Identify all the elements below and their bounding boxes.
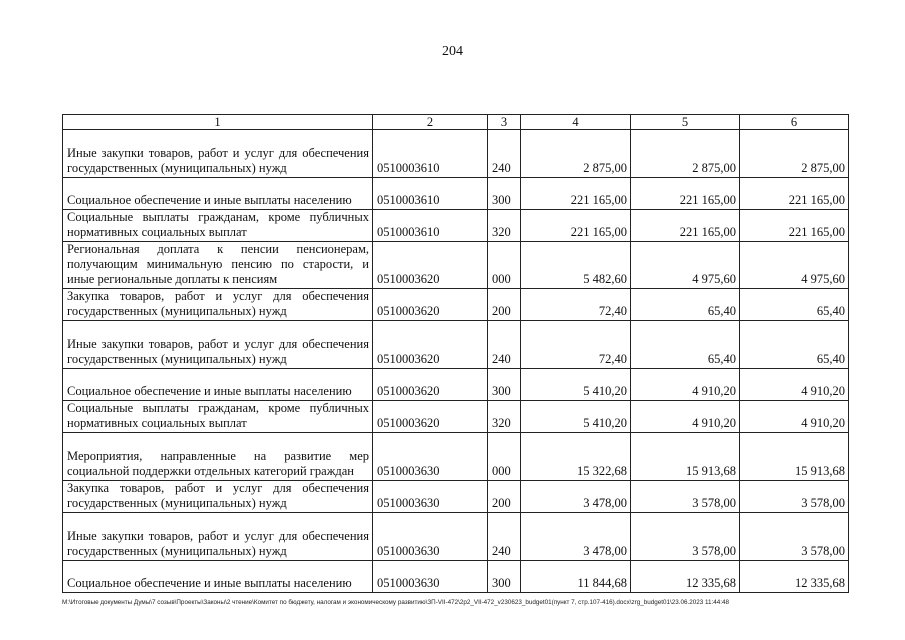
- row-value-5: 3 578,00: [631, 513, 740, 561]
- row-value-4: 72,40: [521, 289, 631, 321]
- row-code: 0510003610: [373, 178, 488, 210]
- row-type: 300: [488, 561, 521, 593]
- row-value-5: 221 165,00: [631, 178, 740, 210]
- row-value-4: 221 165,00: [521, 178, 631, 210]
- row-value-6: 12 335,68: [740, 561, 849, 593]
- row-name: Иные закупки товаров, работ и услуг для обеспечения государственных (муниципальных) нужд: [63, 321, 373, 369]
- row-code: 0510003620: [373, 242, 488, 289]
- row-code: 0510003630: [373, 433, 488, 481]
- row-type: 000: [488, 433, 521, 481]
- row-name: Социальные выплаты гражданам, кроме публичных нормативных социальных выплат: [63, 401, 373, 433]
- table-row: [63, 130, 849, 178]
- row-value-4: 5 482,60: [521, 242, 631, 289]
- row-value-6: 4 910,20: [740, 369, 849, 401]
- row-type: 240: [488, 513, 521, 561]
- row-value-4: 11 844,68: [521, 561, 631, 593]
- row-value-5: 15 913,68: [631, 433, 740, 481]
- row-value-5: 4 975,60: [631, 242, 740, 289]
- row-value-6: 15 913,68: [740, 433, 849, 481]
- table-row: [63, 178, 849, 210]
- row-code: 0510003620: [373, 401, 488, 433]
- row-type: 240: [488, 321, 521, 369]
- column-header: 1: [63, 115, 373, 130]
- row-value-5: 3 578,00: [631, 481, 740, 513]
- row-name: Закупка товаров, работ и услуг для обеспечения государственных (муниципальных) нужд: [63, 481, 373, 513]
- row-code: 0510003610: [373, 210, 488, 242]
- row-code: 0510003630: [373, 481, 488, 513]
- table-header-row: [63, 115, 849, 130]
- row-type: 320: [488, 401, 521, 433]
- row-type: 300: [488, 178, 521, 210]
- row-value-6: 4 975,60: [740, 242, 849, 289]
- row-value-4: 2 875,00: [521, 130, 631, 178]
- table-row: [63, 561, 849, 593]
- column-header: 3: [488, 115, 521, 130]
- table-row: [63, 210, 849, 242]
- table-row: [63, 242, 849, 289]
- column-header: 5: [631, 115, 740, 130]
- row-code: 0510003610: [373, 130, 488, 178]
- table-row: [63, 369, 849, 401]
- row-value-5: 4 910,20: [631, 401, 740, 433]
- budget-table: [62, 114, 849, 593]
- row-type: 240: [488, 130, 521, 178]
- row-value-6: 65,40: [740, 321, 849, 369]
- column-header: 6: [740, 115, 849, 130]
- row-name: Социальные выплаты гражданам, кроме публичных нормативных социальных выплат: [63, 210, 373, 242]
- footer-file-path: M:\Итоговые документы Думы\7 созыв\Проекты\Законы\2 чтение\Комитет по бюджету, налогам и экономическому развитию\ЗП-VII-472\2p2_VII-472_v230623_budget01(пункт 7, стр.107-416).docx\zrg_budget01\23.06.2023 11:44:48: [62, 599, 730, 606]
- row-code: 0510003620: [373, 289, 488, 321]
- table-row: [63, 433, 849, 481]
- row-value-4: 15 322,68: [521, 433, 631, 481]
- row-value-5: 221 165,00: [631, 210, 740, 242]
- row-value-6: 65,40: [740, 289, 849, 321]
- table-row: [63, 289, 849, 321]
- column-header: 4: [521, 115, 631, 130]
- row-name: Иные закупки товаров, работ и услуг для обеспечения государственных (муниципальных) нужд: [63, 130, 373, 178]
- row-value-6: 3 578,00: [740, 481, 849, 513]
- row-value-6: 221 165,00: [740, 178, 849, 210]
- row-code: 0510003620: [373, 369, 488, 401]
- row-value-6: 221 165,00: [740, 210, 849, 242]
- row-value-4: 221 165,00: [521, 210, 631, 242]
- table-row: [63, 401, 849, 433]
- row-name: Социальное обеспечение и иные выплаты населению: [63, 369, 373, 401]
- row-name: Социальное обеспечение и иные выплаты населению: [63, 561, 373, 593]
- row-name: Иные закупки товаров, работ и услуг для обеспечения государственных (муниципальных) нужд: [63, 513, 373, 561]
- page-number: 204: [442, 44, 463, 59]
- row-name: Региональная доплата к пенсии пенсионерам, получающим минимальную пенсию по старости, и иные региональные доплаты к пенсиям: [63, 242, 373, 289]
- row-value-5: 65,40: [631, 289, 740, 321]
- row-value-6: 2 875,00: [740, 130, 849, 178]
- row-value-4: 3 478,00: [521, 513, 631, 561]
- row-value-5: 12 335,68: [631, 561, 740, 593]
- row-value-4: 5 410,20: [521, 401, 631, 433]
- row-type: 200: [488, 481, 521, 513]
- table-row: [63, 321, 849, 369]
- row-type: 320: [488, 210, 521, 242]
- table-row: [63, 481, 849, 513]
- row-value-5: 2 875,00: [631, 130, 740, 178]
- row-name: Мероприятия, направленные на развитие мер социальной поддержки отдельных категорий граждан: [63, 433, 373, 481]
- row-value-6: 4 910,20: [740, 401, 849, 433]
- row-name: Закупка товаров, работ и услуг для обеспечения государственных (муниципальных) нужд: [63, 289, 373, 321]
- table-row: [63, 513, 849, 561]
- row-value-4: 5 410,20: [521, 369, 631, 401]
- row-code: 0510003630: [373, 513, 488, 561]
- row-value-5: 4 910,20: [631, 369, 740, 401]
- row-type: 200: [488, 289, 521, 321]
- row-code: 0510003620: [373, 321, 488, 369]
- row-value-4: 72,40: [521, 321, 631, 369]
- row-name: Социальное обеспечение и иные выплаты населению: [63, 178, 373, 210]
- row-type: 000: [488, 242, 521, 289]
- row-code: 0510003630: [373, 561, 488, 593]
- row-value-6: 3 578,00: [740, 513, 849, 561]
- row-value-4: 3 478,00: [521, 481, 631, 513]
- column-header: 2: [373, 115, 488, 130]
- row-value-5: 65,40: [631, 321, 740, 369]
- row-type: 300: [488, 369, 521, 401]
